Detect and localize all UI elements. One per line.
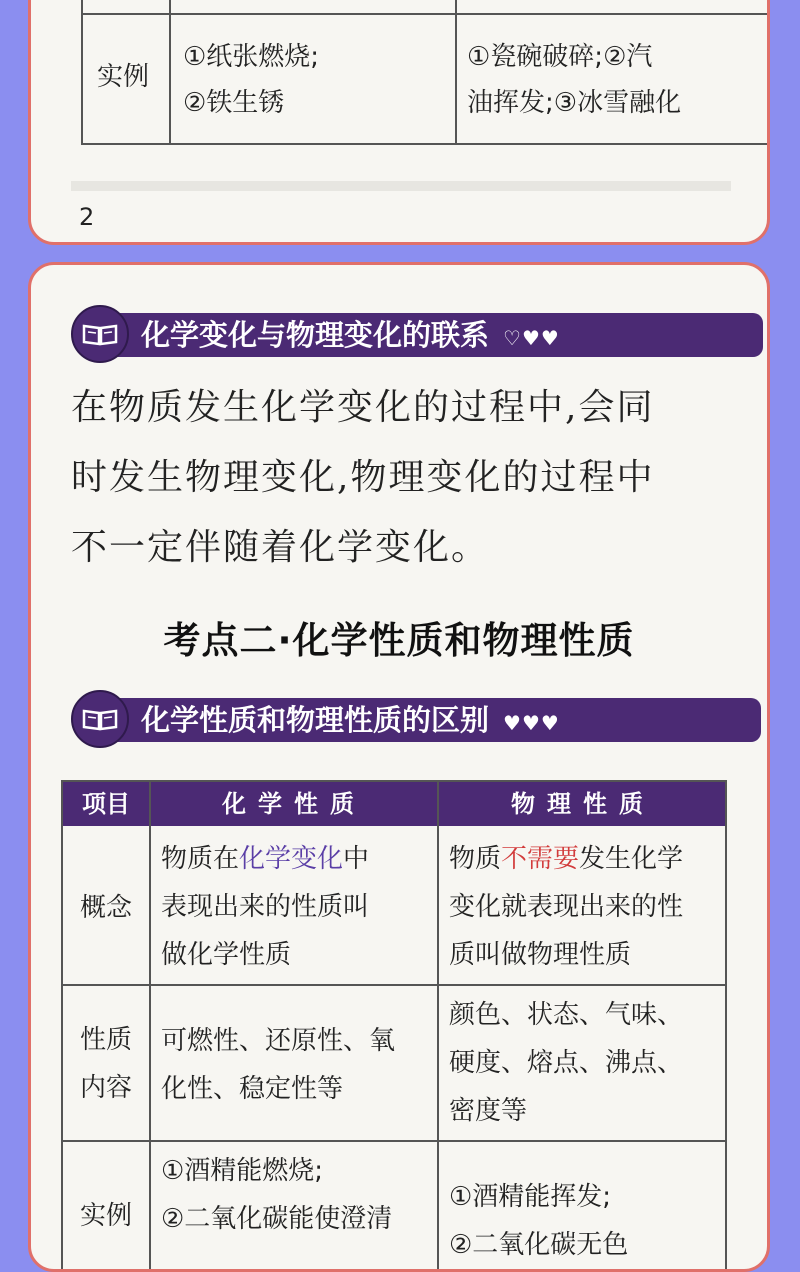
text-run: 中 [343, 844, 370, 874]
table-divider [437, 782, 439, 1272]
physical-concept-line [449, 836, 683, 882]
header-item: 项目 [82, 790, 130, 818]
chemical-concept-line: 做化学性质 [161, 940, 292, 970]
table-divider [169, 0, 171, 143]
relationship-paragraph [71, 373, 741, 583]
chemical-contents-line: 化性、稳定性等 [161, 1074, 344, 1104]
banner-title-bar [111, 313, 763, 357]
paragraph-line: 在物质发生化学变化的过程中,会同 [71, 387, 655, 428]
text-run: 物质 [449, 844, 502, 874]
paragraph-line: 不一定伴随着化学变化。 [71, 527, 490, 568]
banner-title: 化学变化与物理变化的联系 [141, 318, 490, 352]
chemical-contents-line: 可燃性、还原性、氧 [161, 1026, 396, 1056]
chemical-concept-line: 表现出来的性质叫 [161, 892, 370, 922]
properties-table [61, 780, 727, 1272]
row-label-examples: 实例 [79, 1201, 132, 1231]
hearts-icon: ♡♥♥ [503, 326, 560, 350]
table-header [63, 782, 725, 826]
row-label-contents: 性质 [79, 1025, 132, 1055]
book-icon [71, 690, 129, 748]
physical-example-2: 油挥发;③冰雪融化 [467, 88, 682, 118]
table-divider [149, 782, 151, 1272]
physical-concept-line: 变化就表现出来的性 [449, 892, 684, 922]
book-icon [71, 305, 129, 363]
header-chemical: 化学性质 [222, 790, 366, 818]
text-run: 物质在 [161, 844, 240, 874]
physical-example-line: ②二氧化碳无色 [449, 1230, 629, 1260]
table-divider [83, 13, 769, 15]
physical-concept-line: 质叫做物理性质 [449, 940, 632, 970]
physical-example-line: ①酒精能挥发; [449, 1182, 612, 1212]
table-divider [455, 0, 457, 143]
banner-title-bar [111, 698, 761, 742]
physical-contents-line: 硬度、熔点、沸点、 [449, 1048, 684, 1078]
highlight-text: 化学变化 [239, 844, 344, 874]
print-smudge [71, 181, 731, 191]
header-physical: 物理性质 [511, 790, 655, 818]
physical-contents-line: 颜色、状态、气味、 [449, 1000, 684, 1030]
examples-table-fragment [81, 0, 770, 145]
top-card [28, 0, 770, 245]
physical-example-1: ①瓷碗破碎;②汽 [467, 42, 653, 72]
main-card [28, 262, 770, 1272]
row-label-concept: 概念 [79, 893, 132, 923]
physical-contents-line: 密度等 [449, 1096, 528, 1126]
banner-title: 化学性质和物理性质的区别 [141, 703, 490, 737]
row-label-contents: 内容 [79, 1073, 132, 1103]
chemical-example-line: ②二氧化碳能使澄清 [161, 1204, 393, 1234]
table-divider [63, 984, 725, 986]
page-number: 2 [79, 203, 95, 231]
section-title: 考点二·化学性质和物理性质 [163, 619, 635, 662]
row-label-examples: 实例 [97, 62, 150, 92]
hearts-icon: ♥♥♥ [503, 711, 560, 735]
chemical-example-1: ①纸张燃烧; [183, 42, 320, 72]
paragraph-line: 时发生物理变化,物理变化的过程中 [71, 457, 655, 498]
chemical-example-line: ①酒精能燃烧; [161, 1156, 324, 1186]
chemical-concept-line [161, 836, 369, 882]
chemical-example-2: ②铁生锈 [183, 88, 285, 118]
highlight-text: 不需要 [501, 844, 580, 874]
text-run: 发生化学 [579, 844, 684, 874]
table-divider [63, 1140, 725, 1142]
